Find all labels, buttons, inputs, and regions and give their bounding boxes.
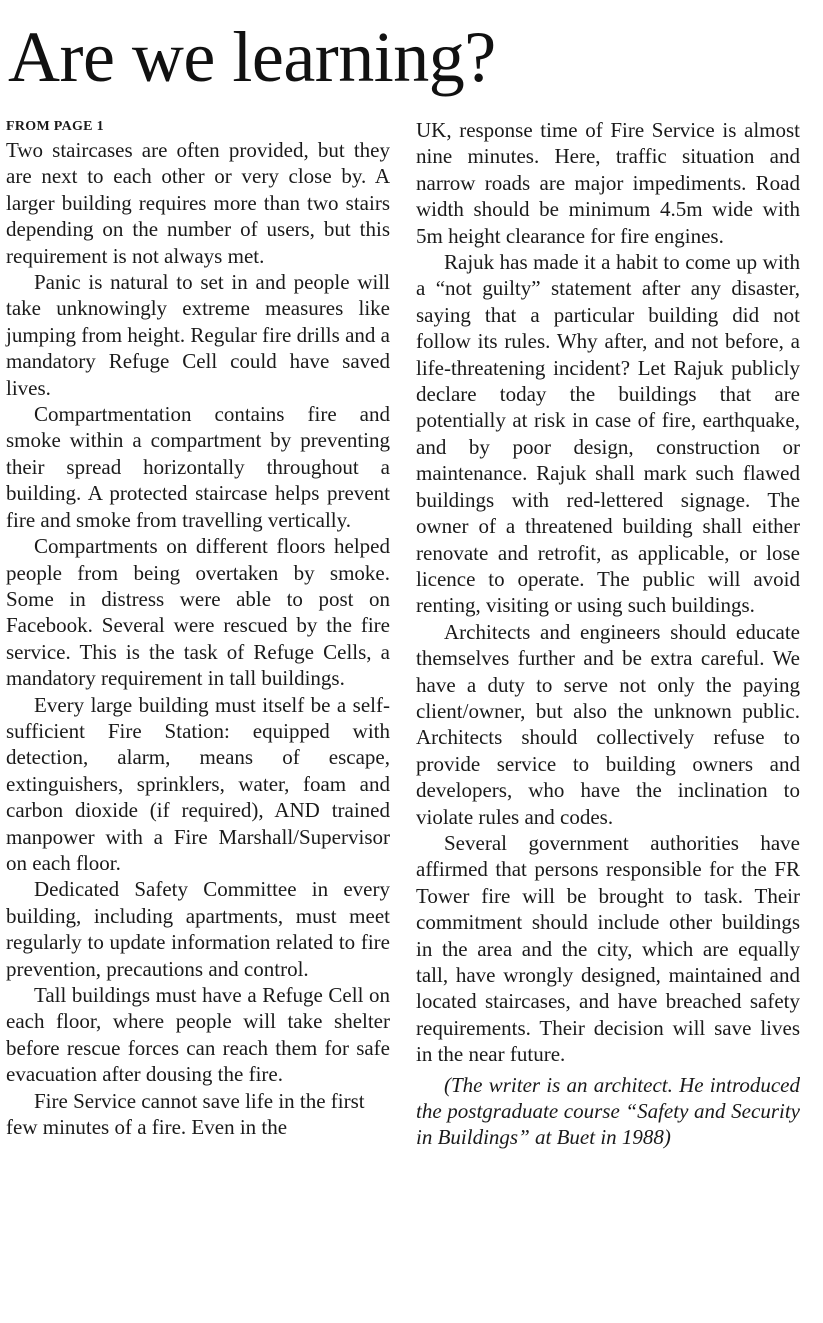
paragraph: Rajuk has made it a habit to come up with a “not guilty” statement after any disaster, saying that a particular building did not follow its rules. Why after, and not before, a life-threatening incident? Let Rajuk publicly declare today the buildings that are potentially at risk in case of fire, earthquake, and by poor design, construction or maintenance. Rajuk shall mark such flawed buildings with red-lettered signage. The owner of a threatened building shall either renovate and retrofit, as applicable, or lose licence to operate. The public will avoid renting, visiting or using such buildings. — [416, 250, 800, 618]
paragraph: Every large building must itself be a self-sufficient Fire Station: equipped with detection, alarm, means of escape, extinguishers, sprinklers, water, foam and carbon dioxide (if required), AND trained manpower with a Fire Marshall/Supervisor on each floor. — [6, 692, 390, 875]
right-column — [416, 117, 800, 1151]
paragraph: Architects and engineers should educate themselves further and be extra careful. We have a duty to serve not only the paying client/owner, but also the unknown public. Architects should collectively refuse to provide service to building owners and developers, who have the inclination to violate rules and codes. — [416, 619, 800, 829]
continued-from-label: FROM PAGE 1 — [6, 119, 104, 134]
paragraph: Two staircases are often provided, but they are next to each other or very close by. A larger building requires more than two stairs depending on the number of users, but this requirement is not always met. — [6, 138, 390, 268]
headline: Are we learning? — [8, 17, 496, 97]
paragraph: Tall buildings must have a Refuge Cell on each floor, where people will take shelter before rescue forces can reach them for safe evacuation after dousing the fire. — [6, 983, 390, 1087]
paragraph: Compartments on different floors helped people from being overtaken by smoke. Some in distress were able to post on Facebook. Several were rescued by the fire service. This is the task of Refuge Cells, a mandatory requirement in tall buildings. — [6, 534, 390, 691]
paragraph: Compartmentation contains fire and smoke within a compartment by preventing their spread horizontally throughout a building. A protected staircase helps prevent fire and smoke from travelling vertically. — [6, 402, 390, 532]
paragraph: Panic is natural to set in and people will take unknowingly extreme measures like jumping from height. Regular fire drills and a mandatory Refuge Cell could have saved lives. — [6, 270, 390, 400]
author-note: (The writer is an architect. He introduced the postgraduate course “Safety and Security in Buildings” at Buet in 1988) — [416, 1072, 800, 1150]
paragraph: Several government authorities have affirmed that persons responsible for the FR Tower fire will be brought to task. Their commitment should include other buildings in the area and the city, which are equally tall, have wrongly designed, maintained and located staircases, and have breached safety requirements. Their decision will save lives in the near future. — [416, 830, 800, 1067]
paragraph: Dedicated Safety Committee in every building, including apartments, must meet regularly to update information related to fire prevention, precautions and control. — [6, 877, 390, 981]
paragraph: UK, response time of Fire Service is almost nine minutes. Here, traffic situation and narrow roads are major impediments. Road width should be minimum 4.5m wide with 5m height clearance for fire engines. — [416, 118, 800, 248]
left-column — [6, 117, 390, 1140]
paragraph: Fire Service cannot save life in the first few minutes of a fire. Even in the — [6, 1088, 365, 1140]
